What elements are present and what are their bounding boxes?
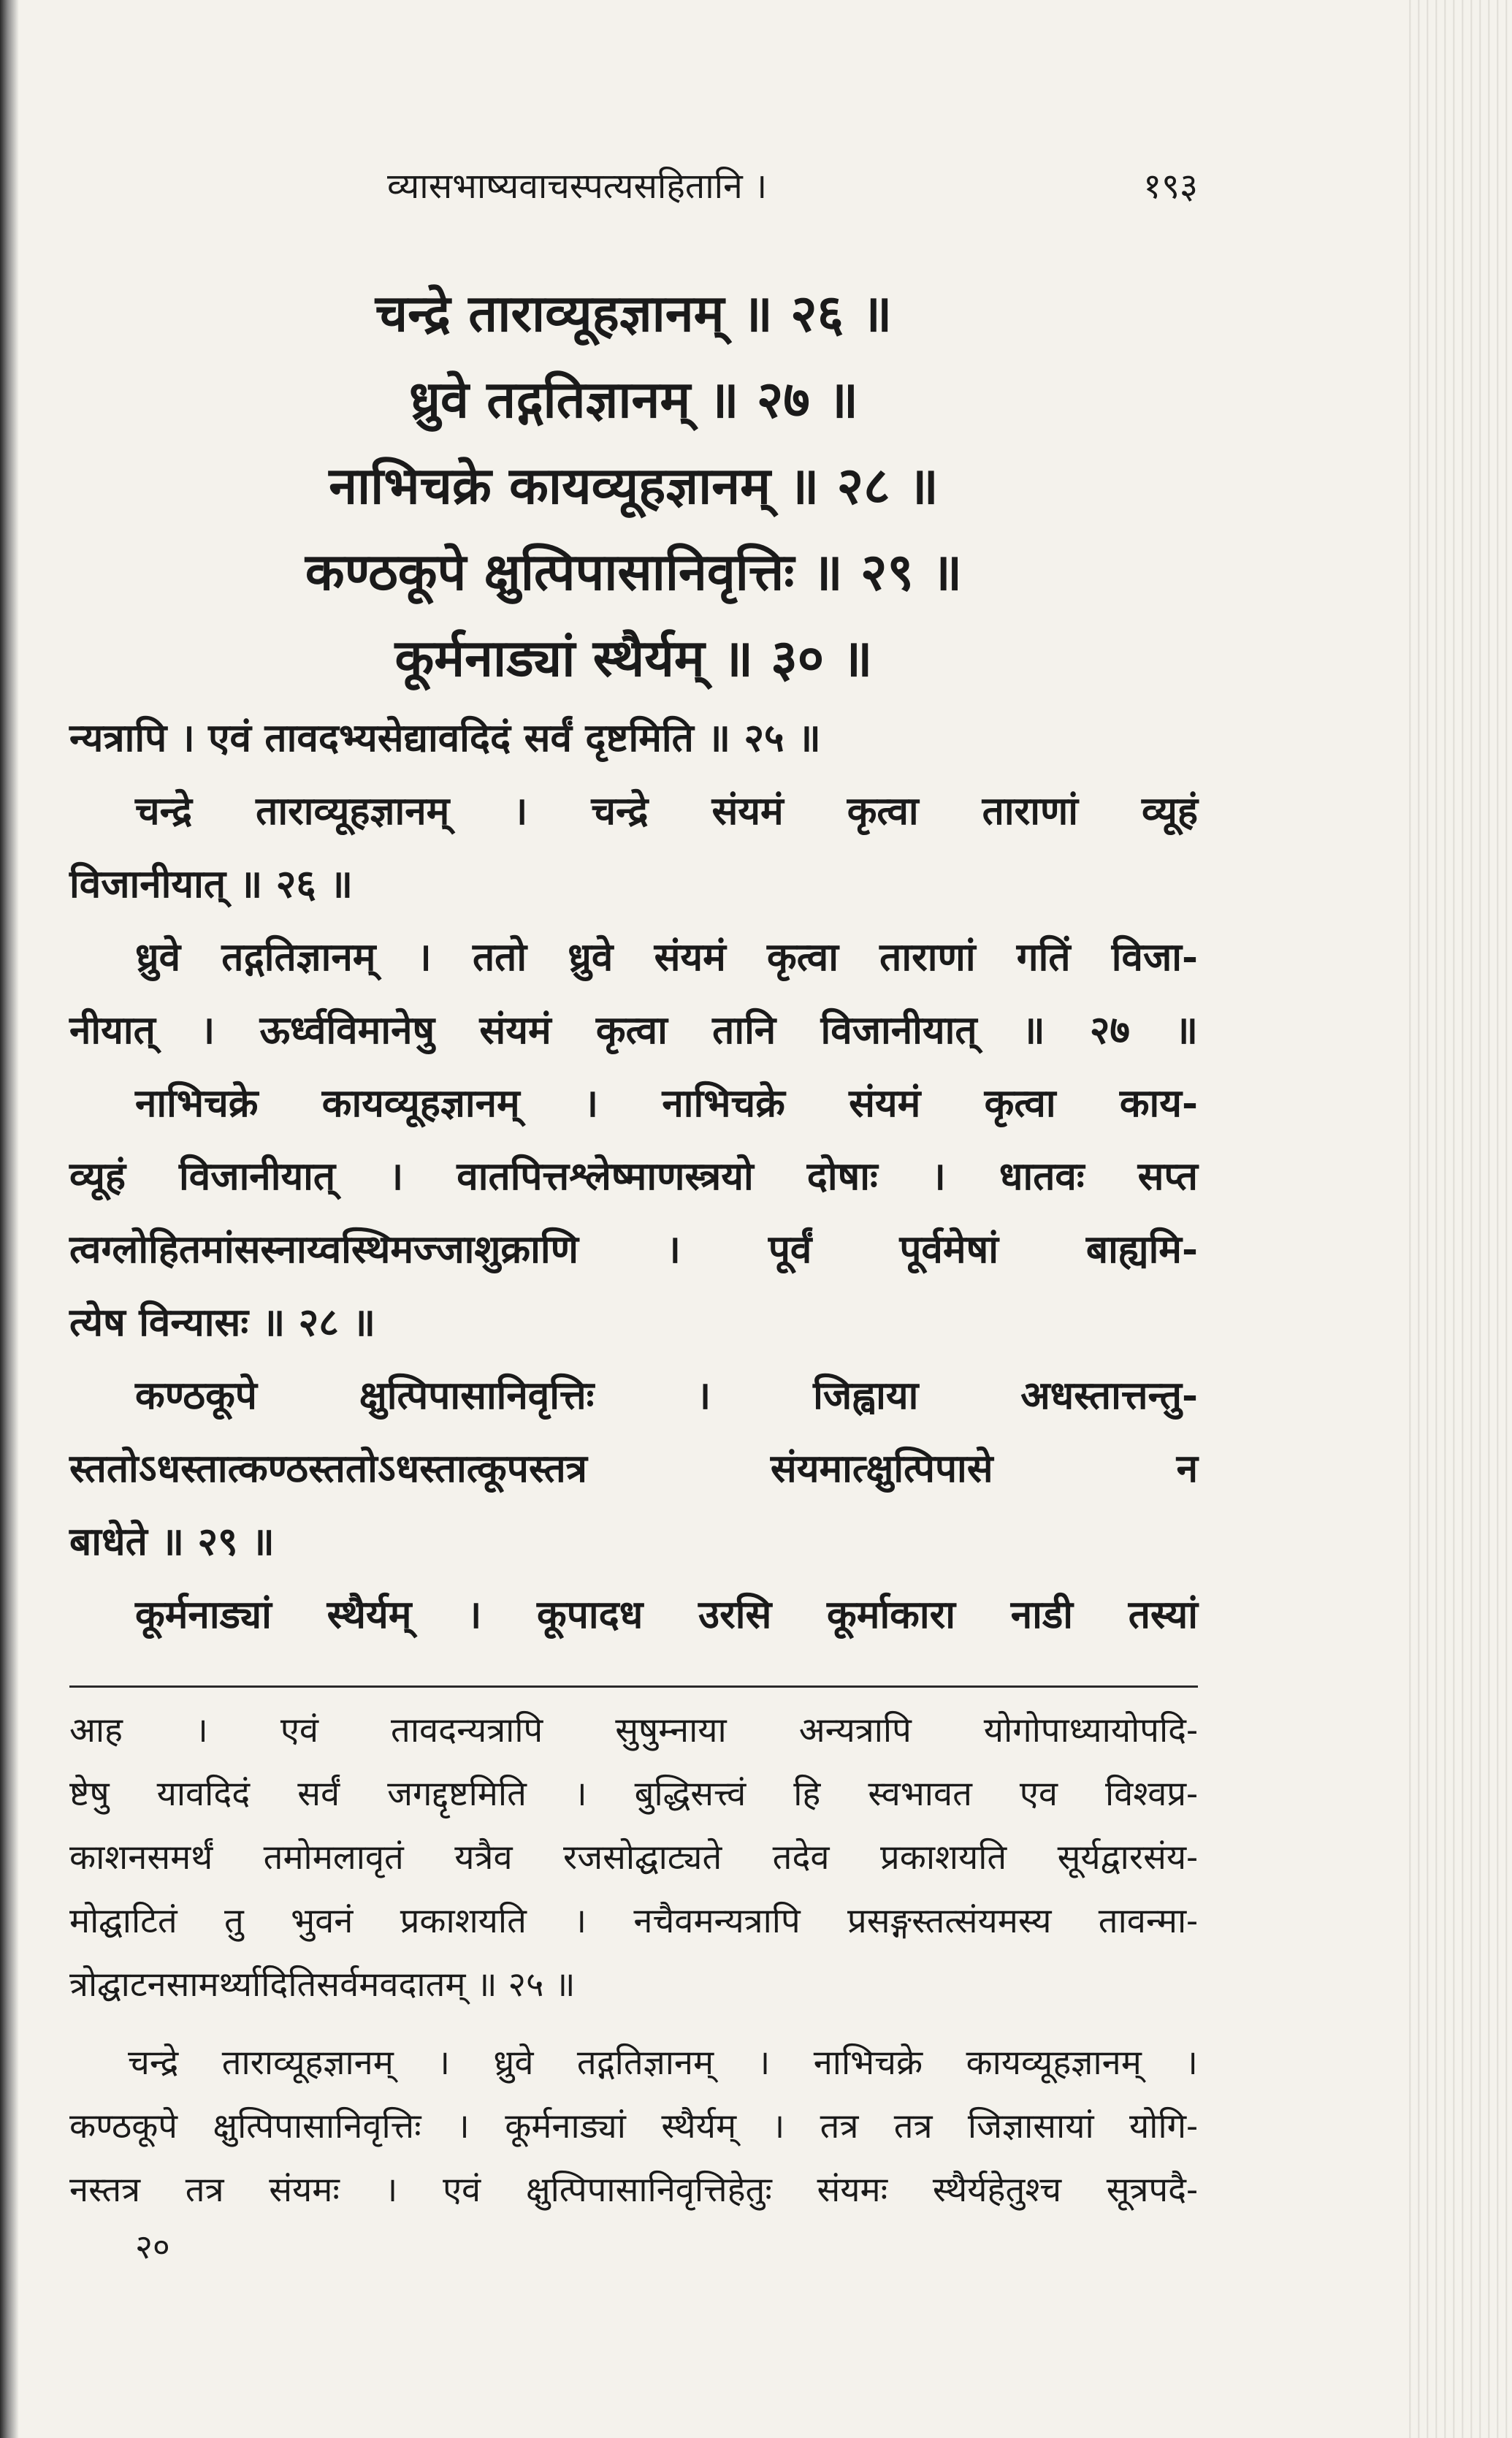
sutra-line: कूर्मनाड्यां स्थैर्यम् ॥ ३० ॥ xyxy=(394,628,873,688)
tika-line: काशनसमर्थं तमोमलावृतं यत्रैव रजसोद्घाट्यते तदेव प्रकाशयति सूर्यद्वारसंय- xyxy=(69,1837,1198,1878)
bhashya-line: बाधेते ॥ २९ ॥ xyxy=(69,1519,275,1564)
printer-signature-mark: २० xyxy=(135,2227,170,2266)
tika-line: ष्टेषु यावदिदं सर्वं जगद्दृष्टमिति । बुद्धिसत्त्वं हि स्वभावत एव विश्वप्र- xyxy=(69,1774,1198,1814)
footnote-divider xyxy=(69,1685,1198,1688)
page-stack-edge xyxy=(1402,0,1512,2438)
vachaspati-commentary-para-2 xyxy=(69,2031,1198,2222)
bhashya-line: न्यत्रापि । एवं तावदभ्यसेद्यावदिदं सर्वं दृष्टमिति ॥ २५ ॥ xyxy=(69,715,821,761)
page-number: १९३ xyxy=(1143,166,1198,207)
bhashya-line: त्येष विन्यासः ॥ २८ ॥ xyxy=(69,1300,375,1345)
bhashya-line: कूर्मनाड्यां स्थैर्यम् । कूपादध उरसि कूर्माकारा नाडी तस्यां xyxy=(135,1592,1198,1637)
tika-line: त्रोद्घाटनसामर्थ्यादितिसर्वमवदातम् ॥ २५ ॥ xyxy=(69,1965,576,2005)
page-header xyxy=(69,157,1198,216)
bhashya-commentary xyxy=(69,701,1198,1651)
bhashya-line: व्यूहं विजानीयात् । वातपित्तश्लेष्माणस्त्रयो दोषाः । धातवः सप्त xyxy=(69,1154,1198,1199)
sutra-line: चन्द्रे ताराव्यूहज्ञानम् ॥ २६ ॥ xyxy=(375,283,893,343)
sutra-line: नाभिचक्रे कायव्यूहज्ञानम् ॥ २८ ॥ xyxy=(329,455,939,516)
sutra-line: ध्रुवे तद्गतिज्ञानम् ॥ २७ ॥ xyxy=(408,369,859,430)
tika-line: मोद्घाटितं तु भुवनं प्रकाशयति । नचैवमन्यत्रापि प्रसङ्गस्तत्संयमस्य तावन्मा- xyxy=(69,1901,1198,1941)
bhashya-line: स्ततोऽधस्तात्कण्ठस्ततोऽधस्तात्कूपस्तत्र संयमात्क्षुत्पिपासे न xyxy=(69,1446,1198,1491)
bhashya-line: कण्ठकूपे क्षुत्पिपासानिवृत्तिः । जिह्वाया अधस्तात्तन्तु- xyxy=(135,1373,1198,1418)
tika-line: आह । एवं तावदन्यत्रापि सुषुम्नाया अन्यत्रापि योगोपाध्यायोपदि- xyxy=(69,1710,1198,1751)
tika-line: कण्ठकूपे क्षुत्पिपासानिवृत्तिः । कूर्मनाड्यां स्थैर्यम् । तत्र तत्र जिज्ञासायां योगि- xyxy=(69,2106,1198,2146)
bhashya-line: ध्रुवे तद्गतिज्ञानम् । ततो ध्रुवे संयमं कृत्वा ताराणां गतिं विजा- xyxy=(135,934,1198,980)
bhashya-line: नीयात् । ऊर्ध्वविमानेषु संयमं कृत्वा तानि विजानीयात् ॥ २७ ॥ xyxy=(69,1007,1198,1053)
bhashya-line: नाभिचक्रे कायव्यूहज्ञानम् । नाभिचक्रे संयमं कृत्वा काय- xyxy=(135,1081,1198,1126)
tika-line: चन्द्रे ताराव्यूहज्ञानम् । ध्रुवे तद्गतिज्ञानम् । नाभिचक्रे कायव्यूहज्ञानम् । xyxy=(128,2043,1198,2083)
running-head: व्यासभाष्यवाचस्पत्यसहितानि । xyxy=(387,166,768,207)
bhashya-line: चन्द्रे ताराव्यूहज्ञानम् । चन्द्रे संयमं कृत्वा ताराणां व्यूहं xyxy=(135,788,1198,834)
bhashya-line: त्वग्लोहितमांसस्नाय्वस्थिमज्जाशुक्राणि । पूर्वं पूर्वमेषां बाह्यमि- xyxy=(69,1227,1198,1272)
sutra-line: कण्ठकूपे क्षुत्पिपासानिवृत्तिः ॥ २९ ॥ xyxy=(305,541,963,602)
tika-line: नस्तत्र तत्र संयमः । एवं क्षुत्पिपासानिवृत्तिहेतुः संयमः स्थैर्यहेतुश्च सूत्रपदै- xyxy=(69,2170,1198,2210)
page-edge-shadow xyxy=(0,0,19,2438)
bhashya-line: विजानीयात् ॥ २६ ॥ xyxy=(69,861,354,907)
sutra-block xyxy=(69,270,1198,701)
vachaspati-commentary-para-1 xyxy=(69,1699,1198,2016)
